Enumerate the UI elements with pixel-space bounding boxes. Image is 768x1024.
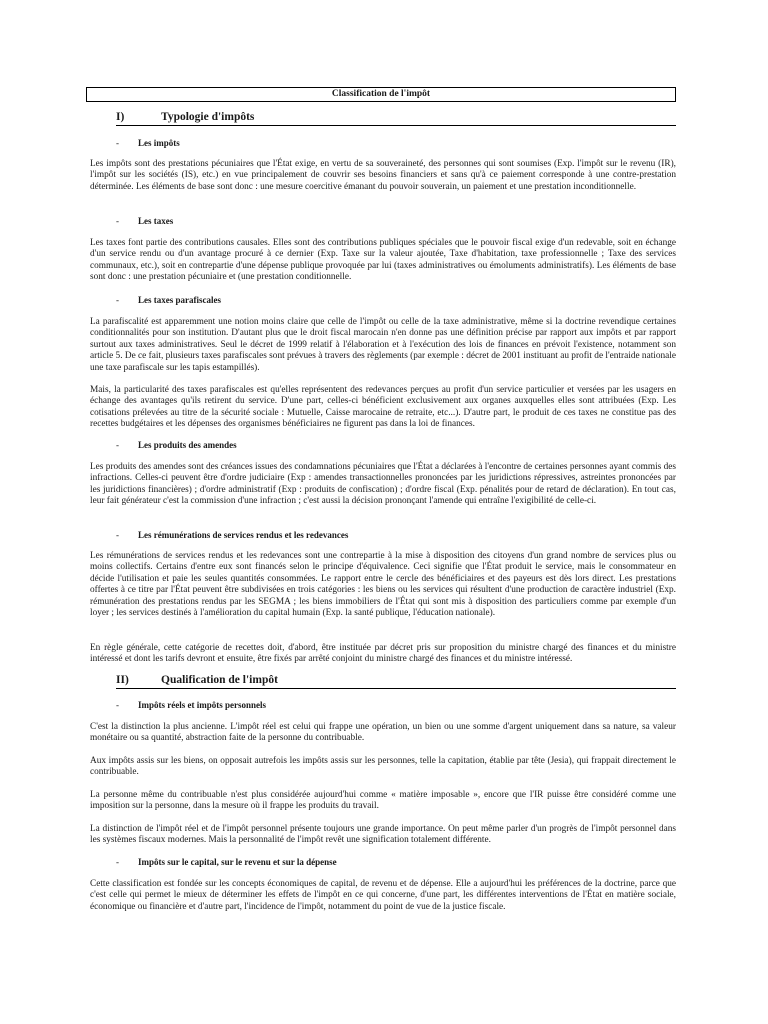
bullet-dash: - (116, 530, 119, 540)
section-title: Qualification de l'impôt (161, 674, 278, 686)
paragraph: Les rémunérations de services rendus et les redevances sont une contrepartie à la mise à disposition des citoyens d'un grand nombre de services plus ou moins collectifs. Certains d'entre eux sont financés selon le principe d'équivalence. Ceci signifie que l'État produit le service, mais le consommateur en décide l'utilisation et paie les seules quantités consommées. Le rapport entre le cercle des bénéficiaires et des payeurs est dès lors direct. Les prestations offertes à ce titre par l'État peuvent être subdivisées en trois catégories : les biens ou les services qui résultent d'une production de caractère industriel (Exp. rémunération des prestations rendus par les SEGMA ; les biens immobiliers de l'État qui sont mis à disposition des particuliers comme par exemple d'un loyer ; les services destinés à l'amélioration du capital humain (Exp. la santé publique, l'éducation nationale). (90, 551, 676, 619)
subheading-amendes (116, 440, 237, 450)
section-title: Typologie d'impôts (161, 111, 255, 123)
paragraph: En règle générale, cette catégorie de recettes doit, d'abord, être instituée par décret pris sur proposition du ministre chargé des finances et du ministre intéressé et dont les tarifs devront et ensuite, être fixés par arrêté conjoint du ministre chargé des finances et du ministre intéressé. (90, 643, 676, 665)
paragraph: Aux impôts assis sur les biens, on opposait autrefois les impôts assis sur les personnes, telle la capitation, établie par tête (Jesia), qui frappait directement le contribuable. (90, 756, 676, 778)
bullet-dash: - (116, 700, 119, 710)
paragraph: Mais, la particularité des taxes parafiscales est qu'elles représentent des redevances perçues au profit d'un service particulier et versées par les usagers en échange des avantages qu'ils retirent du service. D'une part, celles-ci bénéficient exclusivement aux organes auxquelles elles sont attribuées (Exp. Les cotisations prélevées au titre de la sécurité sociale : Mutuelle, Caisse marocaine de retraite, etc...). D'autre part, le produit de ces taxes ne constitue pas des recettes budgétaires et les dépenses des organismes bénéficiaires ne figurent pas dans la loi de finances. (90, 385, 676, 430)
paragraph: Les impôts sont des prestations pécuniaires que l'État exige, en vertu de sa souveraineté, des personnes qui sont soumises (Exp. l'impôt sur le revenu (IR), l'impôt sur les sociétés (IS), etc.) en vue principalement de couvrir ses besoins financiers et sans qu'à ce paiement corresponde à une contre-prestation déterminée. Les éléments de base sont donc : une mesure coercitive émanant du pouvoir souverain, un paiement et une prestation inconditionnelle. (90, 159, 676, 192)
subheading-reels (116, 700, 266, 710)
bullet-dash: - (116, 295, 119, 305)
bullet-dash: - (116, 216, 119, 226)
paragraph: Les produits des amendes sont des créances issues des condamnations pécuniaires que l'État a déclarées à l'encontre de certaines personnes ayant commis des infractions. Celles-ci peuvent être d'ordre judiciaire (Exp : amendes transactionnelles prononcées par les juridictions répressives, astreintes prononcées par les juridictions financières) ; d'ordre administratif (Exp : produits de confiscation) ; d'ordre fiscal (Exp. pénalités pour de retard de déclaration). En tout cas, leur fait générateur c'est la commission d'une infraction ; c'est aussi la décision prononçant l'amende qui entraîne l'exigibilité de celle-ci. (90, 462, 676, 507)
paragraph: La personne même du contribuable n'est plus considérée aujourd'hui comme « matière imposable », encore que l'IR puisse être considéré comme une imposition sur la personne, dans la mesure où il frappe les produits du travail. (90, 790, 676, 812)
paragraph: Cette classification est fondée sur les concepts économiques de capital, de revenu et de dépense. Elle a aujourd'hui les préférences de la doctrine, parce que c'est celle qui permet le mieux de déterminer les effets de l'impôt en ce qui concerne, d'une part, les différentes interventions de l'État en matière sociale, économique ou financière et d'autre part, l'incidence de l'impôt, notamment du point de vue de la justice fiscale. (90, 879, 676, 912)
section-heading-1 (116, 111, 676, 126)
subheading-taxes (116, 216, 173, 226)
subheading-text: Les taxes (138, 216, 174, 226)
subheading-text: Impôts sur le capital, sur le revenu et sur la dépense (138, 857, 337, 867)
subheading-text: Les produits des amendes (138, 440, 237, 450)
subheading-impots (116, 138, 180, 148)
paragraph: Les taxes font partie des contributions causales. Elles sont des contributions publiques spéciales que le pouvoir fiscal exige d'un redevable, soit en échange d'un service rendu ou d'un avantage procuré à ce dernier (Exp. Taxe sur la valeur ajoutée, Taxe d'habitation, taxe professionnelle ; Taxe des services communaux, etc.), soit en contrepartie d'une dépense publique provoquée par lui (taxes administratives ou émoluments administratifs). Les éléments de base sont donc : une prestation pécuniaire et (une prestation conditionnelle. (90, 238, 676, 283)
subheading-text: Les taxes parafiscales (138, 295, 221, 305)
subheading-capital (116, 857, 337, 867)
bullet-dash: - (116, 138, 119, 148)
paragraph: La distinction de l'impôt réel et de l'impôt personnel présente toujours une grande importance. On peut même parler d'un progrès de l'impôt personnel dans les systèmes fiscaux modernes. Mais la personnalité de l'impôt revêt une signification totalement différente. (90, 824, 676, 846)
paragraph: La parafiscalité est apparemment une notion moins claire que celle de l'impôt ou celle de la taxe administrative, même si la doctrine revendique certaines conditionnalités pour son institution. D'autant plus que le droit fiscal marocain n'en donne pas une définition précise par rapport aux impôts et par rapport surtout aux taxes administratives. Seul le décret de 1999 relatif à l'élaboration et à l'exécution des lois de finances en prévoit l'existence, notamment son article 5. De ce fait, plusieurs taxes parafiscales sont prévues à travers des règlements (par exemple : décret de 2001 instituant au profit de l'entraide nationale une taxe parafiscale sur les tapis estampillés). (90, 317, 676, 373)
subheading-text: Les impôts (138, 138, 180, 148)
section-number: I) (116, 111, 125, 123)
document-title: Classification de l'impôt (86, 87, 676, 102)
bullet-dash: - (116, 440, 119, 450)
section-heading-2 (116, 674, 676, 689)
subheading-parafiscales (116, 295, 221, 305)
bullet-dash: - (116, 857, 119, 867)
subheading-text: Les rémunérations de services rendus et les redevances (138, 530, 349, 540)
subheading-remunerations (116, 530, 348, 540)
paragraph: C'est la distinction la plus ancienne. L'impôt réel est celui qui frappe une opération, un bien ou une somme d'argent uniquement dans sa nature, sa valeur monétaire ou sa quantité, abstraction faite de la personne du contribuable. (90, 722, 676, 744)
section-number: II) (116, 674, 129, 686)
subheading-text: Impôts réels et impôts personnels (138, 700, 266, 710)
